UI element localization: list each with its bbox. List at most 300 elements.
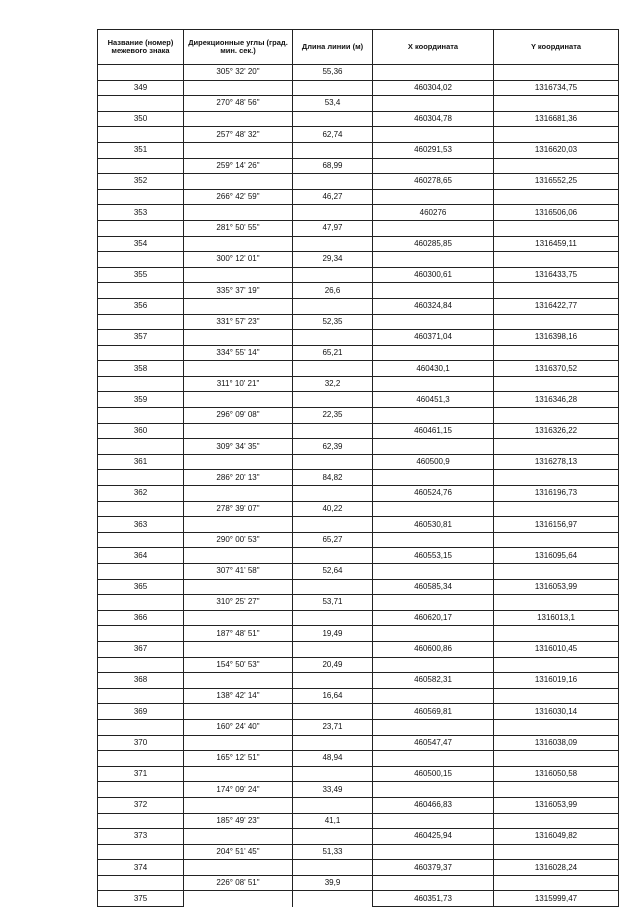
cell-y-coordinate: 1316038,09 <box>494 735 619 751</box>
cell-marker-name <box>98 96 184 112</box>
marker-row <box>98 392 619 408</box>
cell-line-length <box>293 829 373 845</box>
cell-x-coordinate <box>373 314 494 330</box>
cell-line-length: 26,6 <box>293 283 373 299</box>
cell-line-length: 84,82 <box>293 470 373 486</box>
cell-y-coordinate <box>494 501 619 517</box>
marker-row <box>98 610 619 626</box>
cell-marker-name <box>98 595 184 611</box>
cell-line-length: 41,1 <box>293 813 373 829</box>
cell-marker-name: 352 <box>98 174 184 190</box>
cell-y-coordinate <box>494 844 619 860</box>
cell-bearing: 165° 12' 51" <box>184 751 293 767</box>
cell-x-coordinate: 460569,81 <box>373 704 494 720</box>
cell-x-coordinate <box>373 813 494 829</box>
cell-bearing <box>184 579 293 595</box>
cell-y-coordinate: 1316734,75 <box>494 80 619 96</box>
cell-y-coordinate <box>494 345 619 361</box>
cell-marker-name <box>98 439 184 455</box>
cell-x-coordinate <box>373 875 494 891</box>
cell-bearing <box>184 486 293 502</box>
cell-x-coordinate <box>373 595 494 611</box>
segment-row <box>98 127 619 143</box>
cell-bearing: 309° 34' 35" <box>184 439 293 455</box>
cell-y-coordinate: 1316506,06 <box>494 205 619 221</box>
cell-bearing: 266° 42' 59" <box>184 189 293 205</box>
cell-line-length: 62,74 <box>293 127 373 143</box>
segment-row <box>98 595 619 611</box>
cell-y-coordinate <box>494 127 619 143</box>
cell-y-coordinate <box>494 782 619 798</box>
cell-bearing <box>184 766 293 782</box>
cell-marker-name <box>98 719 184 735</box>
cell-y-coordinate: 1316156,97 <box>494 517 619 533</box>
cell-y-coordinate <box>494 252 619 268</box>
cell-bearing: 154° 50' 53" <box>184 657 293 673</box>
cell-bearing <box>184 454 293 470</box>
marker-row <box>98 236 619 252</box>
cell-y-coordinate <box>494 314 619 330</box>
cell-bearing <box>184 610 293 626</box>
cell-line-length <box>293 860 373 876</box>
cell-bearing: 290° 00' 53" <box>184 532 293 548</box>
cell-y-coordinate: 1316028,24 <box>494 860 619 876</box>
cell-bearing <box>184 111 293 127</box>
cell-marker-name <box>98 65 184 81</box>
cell-line-length: 19,49 <box>293 626 373 642</box>
cell-marker-name <box>98 844 184 860</box>
cell-line-length: 40,22 <box>293 501 373 517</box>
segment-row <box>98 813 619 829</box>
cell-line-length <box>293 298 373 314</box>
cell-y-coordinate <box>494 65 619 81</box>
cell-x-coordinate <box>373 751 494 767</box>
segment-row <box>98 751 619 767</box>
segment-row <box>98 408 619 424</box>
cell-y-coordinate <box>494 283 619 299</box>
cell-line-length: 55,36 <box>293 65 373 81</box>
cell-marker-name <box>98 314 184 330</box>
segment-row <box>98 376 619 392</box>
cell-x-coordinate <box>373 626 494 642</box>
cell-marker-name <box>98 501 184 517</box>
cell-line-length <box>293 673 373 689</box>
cell-marker-name <box>98 688 184 704</box>
cell-marker-name <box>98 345 184 361</box>
cell-y-coordinate: 1316050,58 <box>494 766 619 782</box>
cell-y-coordinate: 1316459,11 <box>494 236 619 252</box>
cell-y-coordinate: 1316278,13 <box>494 454 619 470</box>
cell-y-coordinate: 1316053,99 <box>494 797 619 813</box>
cell-line-length: 33,49 <box>293 782 373 798</box>
cell-x-coordinate: 460466,83 <box>373 797 494 813</box>
cell-x-coordinate: 460461,15 <box>373 423 494 439</box>
cell-x-coordinate: 460585,34 <box>373 579 494 595</box>
cell-marker-name <box>98 158 184 174</box>
cell-y-coordinate <box>494 626 619 642</box>
cell-line-length: 32,2 <box>293 376 373 392</box>
cell-marker-name: 356 <box>98 298 184 314</box>
cell-marker-name <box>98 564 184 580</box>
cell-line-length: 53,4 <box>293 96 373 112</box>
marker-row <box>98 174 619 190</box>
cell-y-coordinate: 1316422,77 <box>494 298 619 314</box>
segment-row <box>98 626 619 642</box>
segment-row <box>98 345 619 361</box>
cell-marker-name: 367 <box>98 641 184 657</box>
segment-row <box>98 283 619 299</box>
cell-x-coordinate: 460304,02 <box>373 80 494 96</box>
segment-row <box>98 65 619 81</box>
cell-y-coordinate: 1316053,99 <box>494 579 619 595</box>
segment-row <box>98 688 619 704</box>
cell-line-length: 65,27 <box>293 532 373 548</box>
cell-line-length <box>293 610 373 626</box>
segment-row <box>98 252 619 268</box>
cell-line-length: 20,49 <box>293 657 373 673</box>
cell-y-coordinate <box>494 96 619 112</box>
cell-line-length: 51,33 <box>293 844 373 860</box>
cell-marker-name <box>98 408 184 424</box>
cell-bearing: 296° 09' 08" <box>184 408 293 424</box>
cell-y-coordinate: 1315999,47 <box>494 891 619 907</box>
cell-marker-name: 364 <box>98 548 184 564</box>
cell-y-coordinate: 1316013,1 <box>494 610 619 626</box>
cell-y-coordinate <box>494 158 619 174</box>
cell-marker-name: 369 <box>98 704 184 720</box>
marker-row <box>98 486 619 502</box>
marker-row <box>98 641 619 657</box>
cell-line-length: 47,97 <box>293 220 373 236</box>
segment-row <box>98 875 619 891</box>
cell-x-coordinate: 460524,76 <box>373 486 494 502</box>
cell-marker-name <box>98 657 184 673</box>
cell-y-coordinate: 1316620,03 <box>494 142 619 158</box>
segment-row <box>98 96 619 112</box>
cell-marker-name <box>98 252 184 268</box>
cell-y-coordinate: 1316196,73 <box>494 486 619 502</box>
cell-marker-name <box>98 220 184 236</box>
cell-bearing <box>184 673 293 689</box>
marker-row <box>98 579 619 595</box>
cell-bearing: 160° 24' 40" <box>184 719 293 735</box>
cell-x-coordinate: 460600,86 <box>373 641 494 657</box>
cell-bearing: 286° 20' 13" <box>184 470 293 486</box>
cell-x-coordinate <box>373 96 494 112</box>
cell-line-length: 29,34 <box>293 252 373 268</box>
cell-line-length: 46,27 <box>293 189 373 205</box>
cell-y-coordinate <box>494 688 619 704</box>
cell-marker-name: 349 <box>98 80 184 96</box>
cell-bearing <box>184 267 293 283</box>
cell-line-length <box>293 142 373 158</box>
cell-marker-name: 360 <box>98 423 184 439</box>
cell-line-length <box>293 361 373 377</box>
cell-marker-name: 350 <box>98 111 184 127</box>
cell-y-coordinate <box>494 220 619 236</box>
cell-bearing: 257° 48' 32" <box>184 127 293 143</box>
cell-marker-name <box>98 751 184 767</box>
cell-y-coordinate <box>494 719 619 735</box>
cell-line-length: 39,9 <box>293 875 373 891</box>
cell-line-length <box>293 267 373 283</box>
cell-bearing: 334° 55' 14" <box>184 345 293 361</box>
cell-marker-name <box>98 626 184 642</box>
marker-row <box>98 548 619 564</box>
cell-bearing: 270° 48' 56" <box>184 96 293 112</box>
cell-line-length: 23,71 <box>293 719 373 735</box>
cell-y-coordinate <box>494 564 619 580</box>
marker-row <box>98 298 619 314</box>
cell-x-coordinate <box>373 564 494 580</box>
cell-marker-name: 355 <box>98 267 184 283</box>
cell-bearing <box>184 423 293 439</box>
cell-y-coordinate <box>494 875 619 891</box>
cell-x-coordinate: 460304,78 <box>373 111 494 127</box>
segment-row <box>98 220 619 236</box>
cell-line-length <box>293 454 373 470</box>
cell-line-length: 48,94 <box>293 751 373 767</box>
cell-bearing <box>184 860 293 876</box>
cell-marker-name: 370 <box>98 735 184 751</box>
cell-x-coordinate: 460425,94 <box>373 829 494 845</box>
cell-y-coordinate: 1316398,16 <box>494 330 619 346</box>
cell-marker-name: 366 <box>98 610 184 626</box>
cell-y-coordinate: 1316049,82 <box>494 829 619 845</box>
cell-bearing <box>184 829 293 845</box>
cell-x-coordinate: 460291,53 <box>373 142 494 158</box>
cell-x-coordinate: 460278,65 <box>373 174 494 190</box>
marker-row <box>98 891 619 907</box>
cell-bearing <box>184 330 293 346</box>
cell-line-length: 22,35 <box>293 408 373 424</box>
cell-line-length: 52,64 <box>293 564 373 580</box>
cell-x-coordinate <box>373 501 494 517</box>
cell-bearing <box>184 80 293 96</box>
cell-line-length: 68,99 <box>293 158 373 174</box>
cell-marker-name <box>98 470 184 486</box>
cell-y-coordinate: 1316326,22 <box>494 423 619 439</box>
segment-row <box>98 189 619 205</box>
cell-y-coordinate: 1316433,75 <box>494 267 619 283</box>
cell-line-length: 16,64 <box>293 688 373 704</box>
cell-bearing <box>184 735 293 751</box>
cell-marker-name: 362 <box>98 486 184 502</box>
cell-x-coordinate: 460530,81 <box>373 517 494 533</box>
cell-bearing: 307° 41' 58" <box>184 564 293 580</box>
cell-bearing: 204° 51' 45" <box>184 844 293 860</box>
cell-x-coordinate <box>373 220 494 236</box>
cell-y-coordinate: 1316346,28 <box>494 392 619 408</box>
cell-y-coordinate: 1316019,16 <box>494 673 619 689</box>
cell-bearing <box>184 392 293 408</box>
cell-line-length <box>293 548 373 564</box>
cell-line-length: 52,35 <box>293 314 373 330</box>
cell-bearing: 281° 50' 55" <box>184 220 293 236</box>
cell-line-length <box>293 891 373 907</box>
cell-x-coordinate <box>373 252 494 268</box>
cell-bearing <box>184 236 293 252</box>
cell-y-coordinate <box>494 470 619 486</box>
cell-marker-name <box>98 283 184 299</box>
cell-marker-name: 365 <box>98 579 184 595</box>
segment-row <box>98 844 619 860</box>
cell-bearing <box>184 142 293 158</box>
segment-row <box>98 782 619 798</box>
marker-row <box>98 80 619 96</box>
cell-y-coordinate <box>494 595 619 611</box>
cell-x-coordinate: 460379,37 <box>373 860 494 876</box>
cell-line-length <box>293 579 373 595</box>
header-y-coordinate: Y координата <box>494 30 619 65</box>
cell-y-coordinate: 1316010,45 <box>494 641 619 657</box>
cell-bearing: 300° 12' 01" <box>184 252 293 268</box>
cell-marker-name <box>98 376 184 392</box>
cell-marker-name <box>98 782 184 798</box>
cell-marker-name: 368 <box>98 673 184 689</box>
cell-bearing <box>184 361 293 377</box>
marker-row <box>98 766 619 782</box>
segment-row <box>98 501 619 517</box>
cell-y-coordinate <box>494 408 619 424</box>
cell-x-coordinate: 460582,31 <box>373 673 494 689</box>
cell-x-coordinate <box>373 158 494 174</box>
cell-line-length: 65,21 <box>293 345 373 361</box>
cell-y-coordinate <box>494 657 619 673</box>
cell-bearing: 335° 37' 19" <box>184 283 293 299</box>
marker-row <box>98 860 619 876</box>
cell-y-coordinate <box>494 813 619 829</box>
cell-x-coordinate: 460351,73 <box>373 891 494 907</box>
cell-bearing <box>184 891 293 907</box>
cell-x-coordinate: 460620,17 <box>373 610 494 626</box>
cell-line-length <box>293 423 373 439</box>
cell-marker-name <box>98 189 184 205</box>
cell-x-coordinate <box>373 283 494 299</box>
cell-marker-name: 375 <box>98 891 184 907</box>
cell-bearing <box>184 517 293 533</box>
cell-bearing: 311° 10' 21" <box>184 376 293 392</box>
cell-x-coordinate: 460430,1 <box>373 361 494 377</box>
marker-row <box>98 454 619 470</box>
cell-marker-name: 361 <box>98 454 184 470</box>
cell-x-coordinate <box>373 127 494 143</box>
cell-line-length: 62,39 <box>293 439 373 455</box>
cell-x-coordinate <box>373 782 494 798</box>
cell-marker-name: 363 <box>98 517 184 533</box>
cell-x-coordinate: 460500,15 <box>373 766 494 782</box>
segment-row <box>98 719 619 735</box>
cell-line-length <box>293 486 373 502</box>
cell-x-coordinate: 460553,15 <box>373 548 494 564</box>
cell-y-coordinate <box>494 532 619 548</box>
segment-row <box>98 564 619 580</box>
cell-marker-name: 373 <box>98 829 184 845</box>
table-body <box>98 65 619 907</box>
cell-bearing: 305° 32' 20" <box>184 65 293 81</box>
segment-row <box>98 314 619 330</box>
segment-row <box>98 158 619 174</box>
cell-x-coordinate: 460300,61 <box>373 267 494 283</box>
cell-x-coordinate: 460324,84 <box>373 298 494 314</box>
cell-x-coordinate: 460500,9 <box>373 454 494 470</box>
marker-row <box>98 111 619 127</box>
cell-line-length <box>293 236 373 252</box>
cell-marker-name <box>98 875 184 891</box>
cell-x-coordinate <box>373 408 494 424</box>
cell-marker-name: 353 <box>98 205 184 221</box>
cell-marker-name: 371 <box>98 766 184 782</box>
cell-marker-name: 351 <box>98 142 184 158</box>
marker-row <box>98 673 619 689</box>
cell-marker-name: 372 <box>98 797 184 813</box>
boundary-coordinates-table <box>97 29 619 907</box>
cell-marker-name <box>98 532 184 548</box>
cell-bearing <box>184 205 293 221</box>
marker-row <box>98 517 619 533</box>
cell-line-length <box>293 517 373 533</box>
cell-marker-name <box>98 813 184 829</box>
cell-y-coordinate: 1316030,14 <box>494 704 619 720</box>
cell-bearing: 310° 25' 27" <box>184 595 293 611</box>
cell-bearing <box>184 797 293 813</box>
cell-y-coordinate: 1316681,36 <box>494 111 619 127</box>
cell-y-coordinate <box>494 189 619 205</box>
segment-row <box>98 532 619 548</box>
header-marker-name: Название (номер) межевого знака <box>98 30 184 65</box>
cell-x-coordinate <box>373 376 494 392</box>
cell-y-coordinate <box>494 376 619 392</box>
cell-x-coordinate <box>373 719 494 735</box>
cell-y-coordinate <box>494 751 619 767</box>
cell-x-coordinate <box>373 65 494 81</box>
segment-row <box>98 657 619 673</box>
marker-row <box>98 205 619 221</box>
cell-line-length <box>293 80 373 96</box>
cell-marker-name: 359 <box>98 392 184 408</box>
cell-line-length <box>293 111 373 127</box>
header-line-length: Длина линии (м) <box>293 30 373 65</box>
cell-bearing <box>184 548 293 564</box>
cell-bearing: 187° 48' 51" <box>184 626 293 642</box>
cell-y-coordinate: 1316552,25 <box>494 174 619 190</box>
cell-bearing <box>184 704 293 720</box>
cell-line-length <box>293 735 373 751</box>
cell-x-coordinate <box>373 532 494 548</box>
cell-x-coordinate <box>373 439 494 455</box>
cell-y-coordinate <box>494 439 619 455</box>
cell-marker-name: 357 <box>98 330 184 346</box>
cell-bearing <box>184 174 293 190</box>
cell-y-coordinate: 1316095,64 <box>494 548 619 564</box>
cell-bearing: 185° 49' 23" <box>184 813 293 829</box>
cell-line-length <box>293 330 373 346</box>
cell-bearing <box>184 298 293 314</box>
cell-x-coordinate <box>373 189 494 205</box>
header-bearing: Дирекционные углы (град. мин. сек.) <box>184 30 293 65</box>
cell-x-coordinate <box>373 688 494 704</box>
cell-line-length <box>293 641 373 657</box>
cell-line-length <box>293 766 373 782</box>
cell-x-coordinate: 460547,47 <box>373 735 494 751</box>
cell-marker-name: 374 <box>98 860 184 876</box>
header-x-coordinate: X координата <box>373 30 494 65</box>
cell-line-length: 53,71 <box>293 595 373 611</box>
cell-bearing: 226° 08' 51" <box>184 875 293 891</box>
cell-bearing: 331° 57' 23" <box>184 314 293 330</box>
segment-row <box>98 439 619 455</box>
marker-row <box>98 361 619 377</box>
